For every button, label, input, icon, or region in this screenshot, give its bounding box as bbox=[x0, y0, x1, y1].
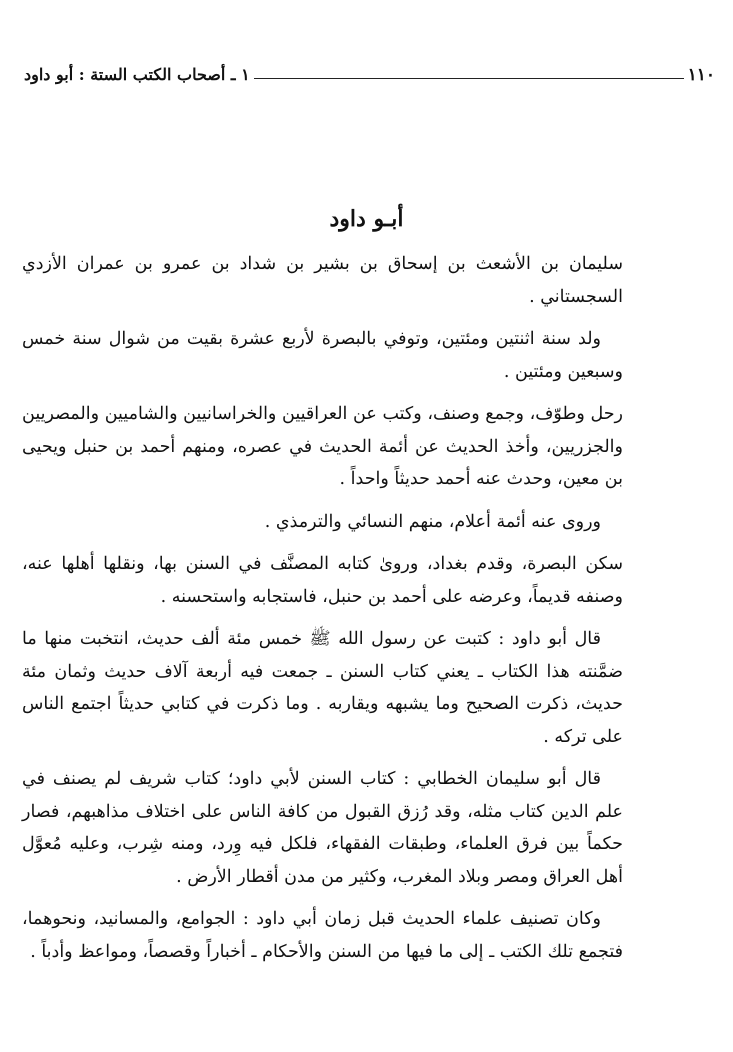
chapter-heading: أبـو داود bbox=[329, 206, 404, 232]
running-title: ١ ـ أصحاب الكتب الستة : أبو داود bbox=[24, 65, 250, 84]
paragraph-khattabi-quote: قال أبو سليمان الخطابي : كتاب السنن لأبي داود؛ كتاب شريف لم يصنف في علم الدين كتاب مثله، وقد رُزق القبول من كافة الناس على اختلاف مذاهبهم، فصار حكماً بين فرق العلماء، وطبقات الفقهاء، فلكل فيه وِرد، ومنه شِرب، وعليه مُعوَّل أهل العراق ومصر وبلاد المغرب، وكثير من مدن أقطار الأرض . bbox=[22, 769, 623, 887]
paragraph-name: سليمان بن الأشعث بن إسحاق بن بشير بن شداد بن عمرو بن عمران الأزدي السجستاني . bbox=[22, 254, 623, 307]
running-header bbox=[18, 56, 719, 86]
paragraph-travels: رحل وطوّف، وجمع وصنف، وكتب عن العراقيين والخراسانيين والشاميين والمصريين والجزريين، وأخذ الحديث عن أئمة الحديث في عصره، ومنهم أحمد بن حنبل ويحيى بن معين، وحدث عنه أحمد حديثاً واحداً . bbox=[22, 404, 623, 489]
paragraph-earlier-compilations: وكان تصنيف علماء الحديث قبل زمان أبي داود : الجوامع، والمسانيد، ونحوهما، فتجمع تلك الكتب ـ إلى ما فيها من السنن والأحكام ـ أخباراً وقصصاً، ومواعظ وأدباً . bbox=[22, 909, 623, 962]
paragraph-abu-dawud-quote: قال أبو داود : كتبت عن رسول الله ﷺ خمس مئة ألف حديث، انتخبت منها ما ضمَّنته هذا الكتاب ـ يعني كتاب السنن ـ جمعت فيه أربعة آلاف حديث وثمان مئة حديث، ذكرت الصحيح وما يشبهه ويقاربه . وما ذكرت في كتابي حديثاً اجتمع الناس على تركه . bbox=[22, 629, 623, 747]
paragraph-residence: سكن البصرة، وقدم بغداد، وروىٰ كتابه المصنَّف في السنن بها، ونقلها أهلها عنه، وصنفه قديماً، وعرضه على أحمد بن حنبل، فاستجابه واستحسنه . bbox=[22, 554, 623, 607]
body-text bbox=[22, 248, 623, 978]
paragraph-birth-death: ولد سنة اثنتين ومئتين، وتوفي بالبصرة لأربع عشرة بقيت من شوال سنة خمس وسبعين ومئتين . bbox=[22, 329, 623, 382]
page-number: ١١٠ bbox=[687, 65, 715, 85]
header-rule bbox=[254, 78, 684, 79]
paragraph-students: وروى عنه أئمة أعلام، منهم النسائي والترمذي . bbox=[264, 511, 601, 532]
